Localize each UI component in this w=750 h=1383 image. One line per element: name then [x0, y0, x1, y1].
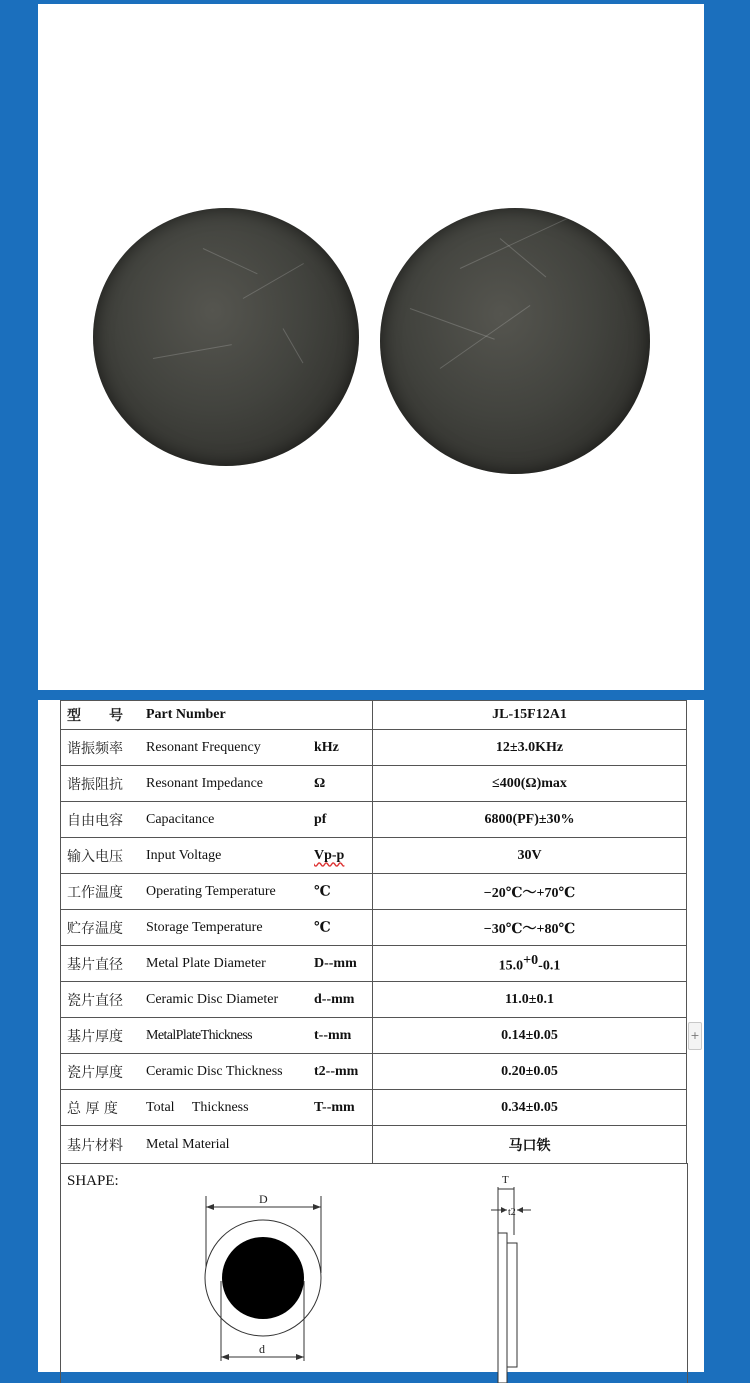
- top-view-diagram: [205, 1192, 321, 1361]
- row-unit: kHz: [314, 739, 339, 755]
- row-label-cn: 自由电容: [67, 812, 123, 829]
- row-label-cn: 基片厚度: [67, 1028, 123, 1045]
- row-label-cn: 瓷片直径: [67, 992, 123, 1009]
- row-label-en: Resonant Impedance: [146, 775, 264, 791]
- row-label-cn: 总 厚 度: [67, 1100, 118, 1117]
- row-label-en: Capacitance: [146, 811, 215, 827]
- row-unit: t--mm: [314, 1027, 352, 1043]
- row-value: −20℃～+70℃: [373, 874, 687, 910]
- shape-drawing: [61, 1163, 687, 1383]
- row-value: 0.34±0.05: [373, 1090, 687, 1126]
- table-row: [61, 946, 687, 982]
- dim-label-t2: t2: [508, 1207, 516, 1218]
- spec-panel: [38, 700, 704, 1372]
- table-row: [61, 1090, 687, 1126]
- row-value: 30V: [373, 838, 687, 874]
- product-photo: [38, 4, 704, 690]
- row-label-en: Metal Material: [146, 1136, 230, 1152]
- shape-title: SHAPE:: [67, 1173, 119, 1189]
- row-label-cn: 基片材料: [67, 1137, 123, 1154]
- row-value: [373, 946, 687, 982]
- row-label-en: Total Thickness: [146, 1099, 249, 1115]
- row-value: 11.0±0.1: [373, 982, 687, 1018]
- row-unit: Ω: [314, 775, 326, 791]
- row-value: ≤400(Ω)max: [373, 766, 687, 802]
- piezo-disc-left: [93, 208, 359, 466]
- row-label-en: MetalPlateThickness: [146, 1027, 253, 1043]
- row-label-cn: 瓷片厚度: [67, 1064, 123, 1081]
- piezo-disc-right: [380, 208, 650, 474]
- row-unit: ℃: [314, 920, 331, 935]
- dim-label-d: d: [259, 1342, 265, 1356]
- row-label-en: Input Voltage: [146, 847, 222, 863]
- row-value: 6800(PF)±30%: [373, 802, 687, 838]
- side-view-diagram: [491, 1174, 531, 1383]
- row-unit: t2--mm: [314, 1063, 359, 1079]
- value-sub: -0.1: [538, 958, 561, 974]
- row-label-cn: 工作温度: [67, 884, 123, 901]
- row-label-cn: 贮存温度: [67, 920, 123, 937]
- row-unit: d--mm: [314, 991, 355, 1007]
- row-label-cn: 输入电压: [67, 848, 123, 865]
- table-row: [61, 910, 687, 946]
- dim-label-T: T: [502, 1174, 509, 1186]
- shape-section: [60, 1163, 688, 1383]
- row-label-en: Metal Plate Diameter: [146, 955, 266, 971]
- row-unit: Vp-p: [314, 847, 345, 863]
- row-label-en: Part Number: [146, 707, 226, 722]
- row-unit: T--mm: [314, 1099, 355, 1115]
- row-unit: D--mm: [314, 955, 357, 971]
- row-unit: pf: [314, 811, 327, 827]
- row-label-cn: 型 号: [67, 708, 123, 724]
- table-row: [61, 766, 687, 802]
- row-label-cn: 谐振频率: [67, 740, 123, 757]
- row-value: 0.20±0.05: [373, 1054, 687, 1090]
- row-value: 12±3.0KHz: [373, 730, 687, 766]
- row-value: 马口铁: [373, 1126, 687, 1164]
- expand-button[interactable]: +: [688, 1022, 702, 1050]
- row-value: JL-15F12A1: [373, 701, 687, 730]
- value-main: 15.0: [498, 958, 524, 974]
- table-row: [61, 1018, 687, 1054]
- table-row: [61, 802, 687, 838]
- table-row: [61, 730, 687, 766]
- row-label-cn: 基片直径: [67, 956, 123, 973]
- dim-label-D: D: [259, 1192, 268, 1206]
- row-label-en: Operating Temperature: [146, 883, 276, 899]
- row-unit: ℃: [314, 884, 331, 899]
- table-row: [61, 874, 687, 910]
- row-label-cn: 谐振阻抗: [67, 776, 123, 793]
- table-row: [61, 1126, 687, 1164]
- row-label-en: Resonant Frequency: [146, 739, 261, 755]
- row-label-en: Storage Temperature: [146, 919, 263, 935]
- table-row: [61, 982, 687, 1018]
- row-label-en: Ceramic Disc Diameter: [146, 991, 279, 1007]
- spec-table: [60, 700, 687, 1164]
- row-value: 0.14±0.05: [373, 1018, 687, 1054]
- row-label-en: Ceramic Disc Thickness: [146, 1063, 283, 1079]
- table-row: [61, 701, 687, 730]
- table-row: [61, 838, 687, 874]
- value-sup: +0: [523, 952, 539, 968]
- row-value: −30℃～+80℃: [373, 910, 687, 946]
- table-row: [61, 1054, 687, 1090]
